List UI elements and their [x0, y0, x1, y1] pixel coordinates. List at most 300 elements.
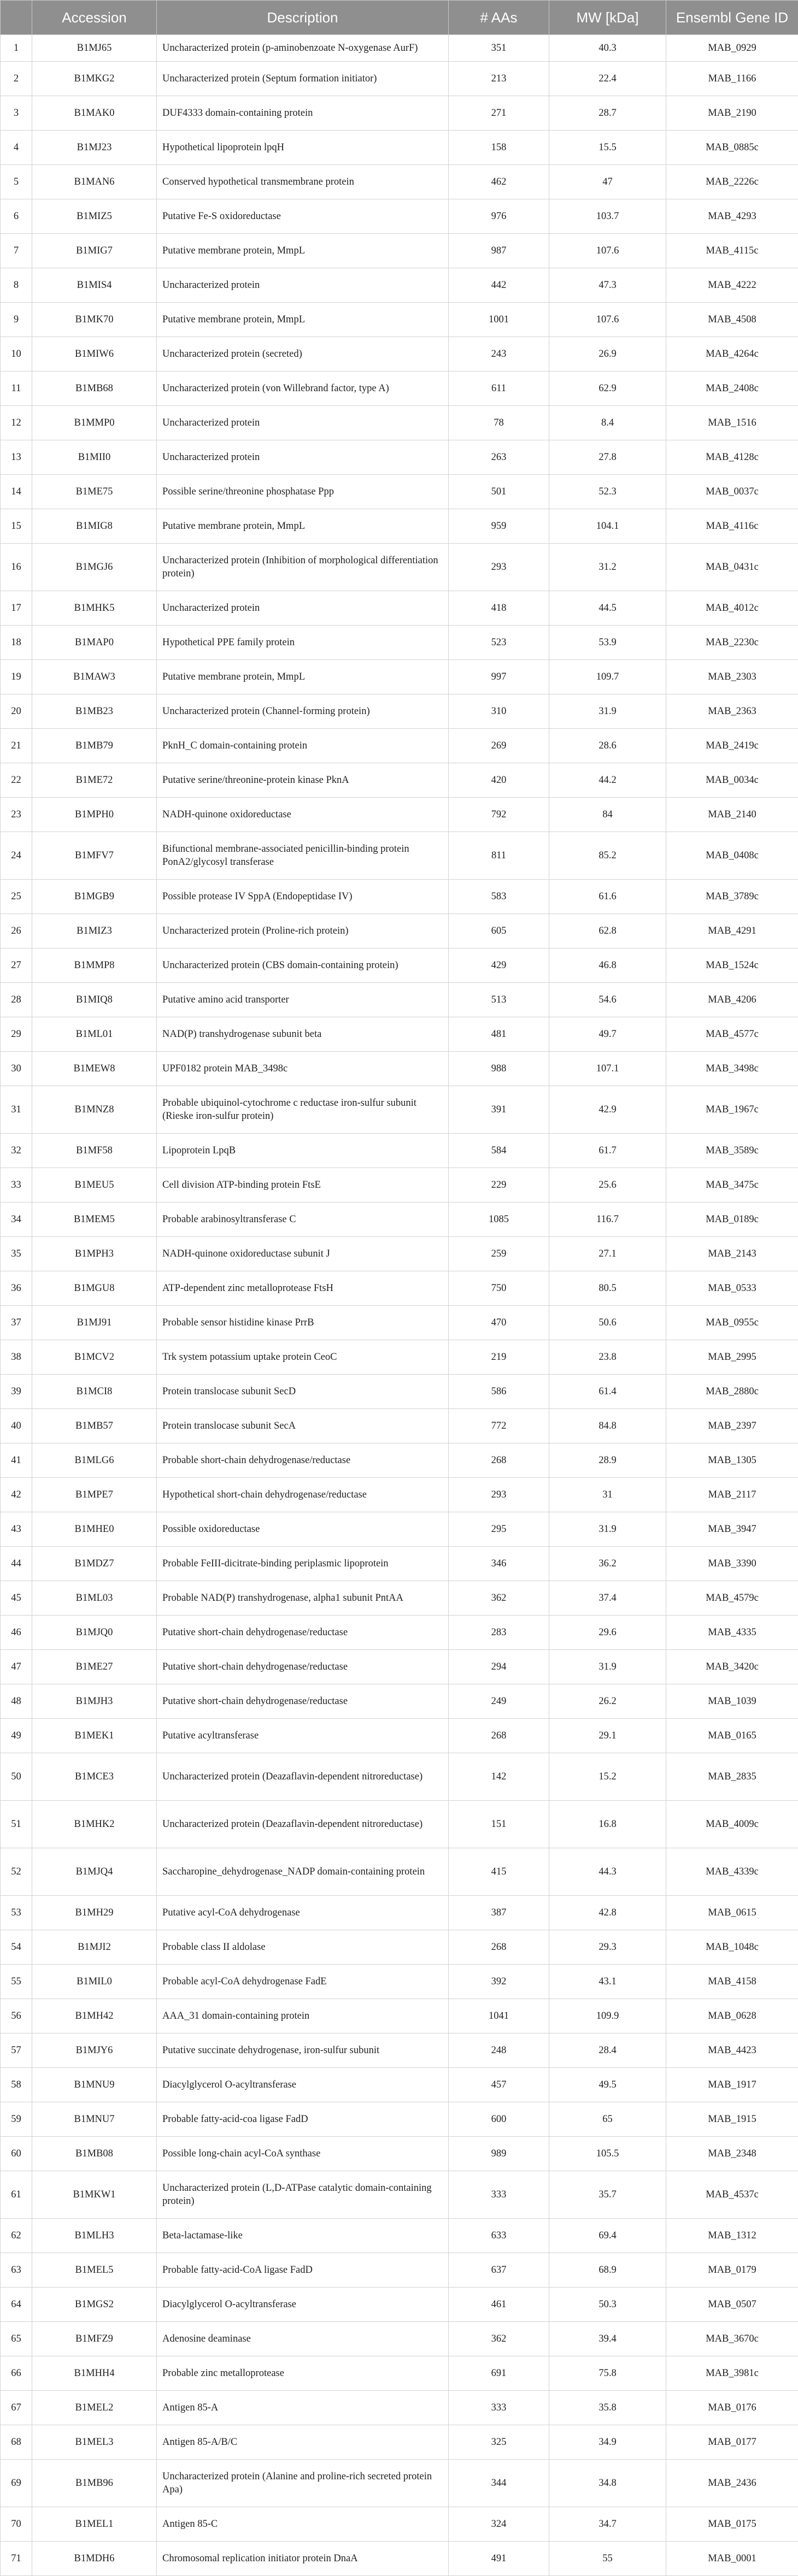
- table-row: [1, 1848, 798, 1896]
- aa-count-cell: 310: [449, 694, 549, 729]
- aa-count-cell: 988: [449, 1052, 549, 1086]
- table-row: [1, 1017, 798, 1052]
- ensembl-gene-cell: MAB_1524c: [666, 948, 798, 983]
- description-cell: Probable zinc metalloprotease: [157, 2356, 449, 2391]
- description-cell: Lipoprotein LpqB: [157, 1134, 449, 1168]
- aa-count-cell: 442: [449, 268, 549, 303]
- aa-count-cell: 219: [449, 1340, 549, 1375]
- description-cell: PknH_C domain-containing protein: [157, 729, 449, 763]
- row-index: 68: [1, 2425, 32, 2460]
- accession-cell: B1MCV2: [32, 1340, 157, 1375]
- ensembl-gene-cell: MAB_1917: [666, 2068, 798, 2102]
- aa-count-cell: 391: [449, 1086, 549, 1134]
- ensembl-gene-cell: MAB_2880c: [666, 1375, 798, 1409]
- ensembl-gene-cell: MAB_4293: [666, 199, 798, 234]
- accession-cell: B1MIZ5: [32, 199, 157, 234]
- row-index: 18: [1, 626, 32, 660]
- accession-cell: B1MJ65: [32, 35, 157, 62]
- description-cell: UPF0182 protein MAB_3498c: [157, 1052, 449, 1086]
- aa-count-cell: 461: [449, 2288, 549, 2322]
- accession-cell: B1ME27: [32, 1650, 157, 1684]
- mw-cell: 44.3: [549, 1848, 666, 1896]
- description-cell: Probable class II aldolase: [157, 1930, 449, 1965]
- row-index: 11: [1, 372, 32, 406]
- mw-cell: 65: [549, 2102, 666, 2137]
- ensembl-gene-cell: MAB_2140: [666, 798, 798, 832]
- accession-cell: B1MHH4: [32, 2356, 157, 2391]
- ensembl-gene-cell: MAB_0179: [666, 2253, 798, 2288]
- ensembl-gene-cell: MAB_3947: [666, 1512, 798, 1547]
- table-row: [1, 1650, 798, 1684]
- description-cell: Hypothetical PPE family protein: [157, 626, 449, 660]
- aa-count-cell: 415: [449, 1848, 549, 1896]
- table-row: [1, 406, 798, 440]
- description-cell: Possible protease IV SppA (Endopeptidase IV): [157, 880, 449, 914]
- mw-cell: 26.9: [549, 337, 666, 372]
- mw-cell: 15.2: [549, 1753, 666, 1801]
- description-cell: Uncharacterized protein: [157, 406, 449, 440]
- mw-cell: 31.9: [549, 1650, 666, 1684]
- ensembl-gene-cell: MAB_3498c: [666, 1052, 798, 1086]
- description-cell: Probable acyl-CoA dehydrogenase FadE: [157, 1965, 449, 1999]
- mw-cell: 49.7: [549, 1017, 666, 1052]
- ensembl-gene-cell: MAB_4508: [666, 303, 798, 337]
- ensembl-gene-cell: MAB_2190: [666, 96, 798, 131]
- mw-cell: 36.2: [549, 1547, 666, 1581]
- ensembl-gene-cell: MAB_0507: [666, 2288, 798, 2322]
- ensembl-gene-cell: MAB_0885c: [666, 131, 798, 165]
- aa-count-cell: 268: [449, 1443, 549, 1478]
- table-row: [1, 96, 798, 131]
- accession-cell: B1MJQ0: [32, 1616, 157, 1650]
- ensembl-gene-cell: MAB_4158: [666, 1965, 798, 1999]
- mw-cell: 31: [549, 1478, 666, 1512]
- mw-cell: 50.6: [549, 1306, 666, 1340]
- table-row: [1, 2460, 798, 2507]
- accession-cell: B1MMP8: [32, 948, 157, 983]
- row-index: 60: [1, 2137, 32, 2171]
- aa-count-cell: 501: [449, 475, 549, 509]
- ensembl-gene-cell: MAB_3420c: [666, 1650, 798, 1684]
- table-row: [1, 131, 798, 165]
- ensembl-gene-cell: MAB_1312: [666, 2219, 798, 2253]
- mw-cell: 39.4: [549, 2322, 666, 2356]
- table-row: [1, 1086, 798, 1134]
- table-row: [1, 2219, 798, 2253]
- aa-count-cell: 792: [449, 798, 549, 832]
- row-index: 13: [1, 440, 32, 475]
- row-index: 42: [1, 1478, 32, 1512]
- description-cell: Bifunctional membrane-associated penicillin-binding protein PonA2/glycosyl transferase: [157, 832, 449, 880]
- description-cell: Probable ubiquinol-cytochrome c reductase iron-sulfur subunit (Rieske iron-sulfur protein): [157, 1086, 449, 1134]
- aa-count-cell: 513: [449, 983, 549, 1017]
- description-cell: Uncharacterized protein (Deazaflavin-dependent nitroreductase): [157, 1753, 449, 1801]
- table-row: [1, 62, 798, 96]
- row-index: 35: [1, 1237, 32, 1271]
- accession-cell: B1MAW3: [32, 660, 157, 694]
- mw-cell: 43.1: [549, 1965, 666, 1999]
- aa-count-cell: 637: [449, 2253, 549, 2288]
- row-index: 16: [1, 544, 32, 591]
- col-header-mw: MW [kDa]: [549, 1, 666, 35]
- description-cell: Putative short-chain dehydrogenase/reductase: [157, 1616, 449, 1650]
- aa-count-cell: 158: [449, 131, 549, 165]
- row-index: 52: [1, 1848, 32, 1896]
- ensembl-gene-cell: MAB_2230c: [666, 626, 798, 660]
- row-index: 8: [1, 268, 32, 303]
- mw-cell: 103.7: [549, 199, 666, 234]
- description-cell: Conserved hypothetical transmembrane protein: [157, 165, 449, 199]
- aa-count-cell: 811: [449, 832, 549, 880]
- aa-count-cell: 586: [449, 1375, 549, 1409]
- row-index: 21: [1, 729, 32, 763]
- aa-count-cell: 142: [449, 1753, 549, 1801]
- accession-cell: B1MB57: [32, 1409, 157, 1443]
- table-row: [1, 2033, 798, 2068]
- aa-count-cell: 294: [449, 1650, 549, 1684]
- aa-count-cell: 429: [449, 948, 549, 983]
- mw-cell: 61.7: [549, 1134, 666, 1168]
- mw-cell: 62.8: [549, 914, 666, 948]
- table-row: [1, 763, 798, 798]
- ensembl-gene-cell: MAB_1915: [666, 2102, 798, 2137]
- description-cell: DUF4333 domain-containing protein: [157, 96, 449, 131]
- accession-cell: B1MJH3: [32, 1684, 157, 1719]
- row-index: 6: [1, 199, 32, 234]
- aa-count-cell: 293: [449, 1478, 549, 1512]
- mw-cell: 104.1: [549, 509, 666, 544]
- description-cell: Trk system potassium uptake protein CeoC: [157, 1340, 449, 1375]
- row-index: 12: [1, 406, 32, 440]
- table-row: [1, 2356, 798, 2391]
- ensembl-gene-cell: MAB_0176: [666, 2391, 798, 2425]
- description-cell: Diacylglycerol O-acyltransferase: [157, 2068, 449, 2102]
- description-cell: Uncharacterized protein (CBS domain-containing protein): [157, 948, 449, 983]
- accession-cell: B1MII0: [32, 440, 157, 475]
- table-row: [1, 199, 798, 234]
- description-cell: Probable NAD(P) transhydrogenase, alpha1 subunit PntAA: [157, 1581, 449, 1616]
- description-cell: Chromosomal replication initiator protein DnaA: [157, 2542, 449, 2576]
- description-cell: Putative succinate dehydrogenase, iron-sulfur subunit: [157, 2033, 449, 2068]
- ensembl-gene-cell: MAB_2408c: [666, 372, 798, 406]
- aa-count-cell: 523: [449, 626, 549, 660]
- table-row: [1, 303, 798, 337]
- ensembl-gene-cell: MAB_0929: [666, 35, 798, 62]
- table-row: [1, 1684, 798, 1719]
- row-index: 70: [1, 2507, 32, 2542]
- table-row: [1, 2288, 798, 2322]
- table-row: [1, 983, 798, 1017]
- description-cell: Putative membrane protein, MmpL: [157, 303, 449, 337]
- table-row: [1, 591, 798, 626]
- description-cell: Hypothetical lipoprotein lpqH: [157, 131, 449, 165]
- mw-cell: 29.3: [549, 1930, 666, 1965]
- ensembl-gene-cell: MAB_3475c: [666, 1168, 798, 1202]
- description-cell: Uncharacterized protein (von Willebrand factor, type A): [157, 372, 449, 406]
- mw-cell: 28.9: [549, 1443, 666, 1478]
- table-row: [1, 1375, 798, 1409]
- mw-cell: 28.7: [549, 96, 666, 131]
- aa-count-cell: 271: [449, 96, 549, 131]
- mw-cell: 35.7: [549, 2171, 666, 2219]
- row-index: 64: [1, 2288, 32, 2322]
- row-index: 15: [1, 509, 32, 544]
- accession-cell: B1MDZ7: [32, 1547, 157, 1581]
- table-row: [1, 2542, 798, 2576]
- description-cell: Probable arabinosyltransferase C: [157, 1202, 449, 1237]
- table-row: [1, 1719, 798, 1753]
- accession-cell: B1MEL1: [32, 2507, 157, 2542]
- row-index: 44: [1, 1547, 32, 1581]
- aa-count-cell: 229: [449, 1168, 549, 1202]
- row-index: 69: [1, 2460, 32, 2507]
- mw-cell: 22.4: [549, 62, 666, 96]
- row-index: 1: [1, 35, 32, 62]
- ensembl-gene-cell: MAB_4128c: [666, 440, 798, 475]
- description-cell: Uncharacterized protein (Septum formation initiator): [157, 62, 449, 96]
- table-row: [1, 1512, 798, 1547]
- row-index: 24: [1, 832, 32, 880]
- row-index: 19: [1, 660, 32, 694]
- accession-cell: B1MDH6: [32, 2542, 157, 2576]
- accession-cell: B1MJY6: [32, 2033, 157, 2068]
- mw-cell: 105.5: [549, 2137, 666, 2171]
- ensembl-gene-cell: MAB_1516: [666, 406, 798, 440]
- description-cell: Putative serine/threonine-protein kinase PknA: [157, 763, 449, 798]
- table-row: [1, 948, 798, 983]
- accession-cell: B1ME75: [32, 475, 157, 509]
- mw-cell: 107.6: [549, 303, 666, 337]
- table-row: [1, 35, 798, 62]
- ensembl-gene-cell: MAB_2303: [666, 660, 798, 694]
- accession-cell: B1MNU9: [32, 2068, 157, 2102]
- description-cell: Uncharacterized protein: [157, 268, 449, 303]
- table-row: [1, 1134, 798, 1168]
- accession-cell: B1MLG6: [32, 1443, 157, 1478]
- ensembl-gene-cell: MAB_0955c: [666, 1306, 798, 1340]
- ensembl-gene-cell: MAB_2226c: [666, 165, 798, 199]
- ensembl-gene-cell: MAB_4579c: [666, 1581, 798, 1616]
- row-index: 67: [1, 2391, 32, 2425]
- mw-cell: 68.9: [549, 2253, 666, 2288]
- row-index: 62: [1, 2219, 32, 2253]
- ensembl-gene-cell: MAB_3789c: [666, 880, 798, 914]
- mw-cell: 55: [549, 2542, 666, 2576]
- aa-count-cell: 611: [449, 372, 549, 406]
- description-cell: Possible long-chain acyl-CoA synthase: [157, 2137, 449, 2171]
- ensembl-gene-cell: MAB_1048c: [666, 1930, 798, 1965]
- mw-cell: 62.9: [549, 372, 666, 406]
- row-index: 31: [1, 1086, 32, 1134]
- mw-cell: 61.4: [549, 1375, 666, 1409]
- accession-cell: B1MH42: [32, 1999, 157, 2033]
- table-row: [1, 1753, 798, 1801]
- row-index: 56: [1, 1999, 32, 2033]
- mw-cell: 42.8: [549, 1896, 666, 1930]
- row-index: 17: [1, 591, 32, 626]
- accession-cell: B1MHK5: [32, 591, 157, 626]
- mw-cell: 42.9: [549, 1086, 666, 1134]
- description-cell: Probable sensor histidine kinase PrrB: [157, 1306, 449, 1340]
- row-index: 54: [1, 1930, 32, 1965]
- accession-cell: B1MLH3: [32, 2219, 157, 2253]
- aa-count-cell: 987: [449, 234, 549, 268]
- ensembl-gene-cell: MAB_2143: [666, 1237, 798, 1271]
- ensembl-gene-cell: MAB_0408c: [666, 832, 798, 880]
- accession-cell: B1MPE7: [32, 1478, 157, 1512]
- aa-count-cell: 691: [449, 2356, 549, 2391]
- mw-cell: 31.9: [549, 1512, 666, 1547]
- row-index: 37: [1, 1306, 32, 1340]
- ensembl-gene-cell: MAB_0001: [666, 2542, 798, 2576]
- mw-cell: 40.3: [549, 35, 666, 62]
- description-cell: Probable fatty-acid-coa ligase FadD: [157, 2102, 449, 2137]
- accession-cell: B1MB23: [32, 694, 157, 729]
- table-body: [1, 35, 798, 2576]
- mw-cell: 28.6: [549, 729, 666, 763]
- row-index: 4: [1, 131, 32, 165]
- accession-cell: B1MKW1: [32, 2171, 157, 2219]
- aa-count-cell: 263: [449, 440, 549, 475]
- accession-cell: B1MHE0: [32, 1512, 157, 1547]
- aa-count-cell: 293: [449, 544, 549, 591]
- ensembl-gene-cell: MAB_0533: [666, 1271, 798, 1306]
- description-cell: ATP-dependent zinc metalloprotease FtsH: [157, 1271, 449, 1306]
- row-index: 46: [1, 1616, 32, 1650]
- table-row: [1, 337, 798, 372]
- accession-cell: B1MCE3: [32, 1753, 157, 1801]
- ensembl-gene-cell: MAB_4115c: [666, 234, 798, 268]
- description-cell: Uncharacterized protein (Alanine and proline-rich secreted protein Apa): [157, 2460, 449, 2507]
- aa-count-cell: 457: [449, 2068, 549, 2102]
- table-row: [1, 694, 798, 729]
- row-index: 58: [1, 2068, 32, 2102]
- description-cell: NADH-quinone oxidoreductase subunit J: [157, 1237, 449, 1271]
- row-index: 29: [1, 1017, 32, 1052]
- accession-cell: B1MIG7: [32, 234, 157, 268]
- aa-count-cell: 997: [449, 660, 549, 694]
- ensembl-gene-cell: MAB_4339c: [666, 1848, 798, 1896]
- aa-count-cell: 344: [449, 2460, 549, 2507]
- ensembl-gene-cell: MAB_4116c: [666, 509, 798, 544]
- description-cell: Probable fatty-acid-CoA ligase FadD: [157, 2253, 449, 2288]
- table-row: [1, 1168, 798, 1202]
- table-row: [1, 1202, 798, 1237]
- ensembl-gene-cell: MAB_4012c: [666, 591, 798, 626]
- accession-cell: B1MAP0: [32, 626, 157, 660]
- accession-cell: B1MNZ8: [32, 1086, 157, 1134]
- mw-cell: 49.5: [549, 2068, 666, 2102]
- aa-count-cell: 259: [449, 1237, 549, 1271]
- mw-cell: 80.5: [549, 1271, 666, 1306]
- table-row: [1, 1478, 798, 1512]
- accession-cell: B1MJ23: [32, 131, 157, 165]
- aa-count-cell: 248: [449, 2033, 549, 2068]
- row-index: 51: [1, 1801, 32, 1848]
- description-cell: Protein translocase subunit SecD: [157, 1375, 449, 1409]
- accession-cell: B1MIW6: [32, 337, 157, 372]
- mw-cell: 27.8: [549, 440, 666, 475]
- description-cell: Putative acyl-CoA dehydrogenase: [157, 1896, 449, 1930]
- table-row: [1, 798, 798, 832]
- row-index: 41: [1, 1443, 32, 1478]
- ensembl-gene-cell: MAB_3390: [666, 1547, 798, 1581]
- row-index: 30: [1, 1052, 32, 1086]
- accession-cell: B1MGJ6: [32, 544, 157, 591]
- row-index: 10: [1, 337, 32, 372]
- mw-cell: 84: [549, 798, 666, 832]
- row-index: 43: [1, 1512, 32, 1547]
- accession-cell: B1MB08: [32, 2137, 157, 2171]
- row-index: 38: [1, 1340, 32, 1375]
- accession-cell: B1MAN6: [32, 165, 157, 199]
- description-cell: Probable short-chain dehydrogenase/reductase: [157, 1443, 449, 1478]
- mw-cell: 69.4: [549, 2219, 666, 2253]
- accession-cell: B1MHK2: [32, 1801, 157, 1848]
- ensembl-gene-cell: MAB_1967c: [666, 1086, 798, 1134]
- ensembl-gene-cell: MAB_4264c: [666, 337, 798, 372]
- ensembl-gene-cell: MAB_4577c: [666, 1017, 798, 1052]
- row-index: 14: [1, 475, 32, 509]
- table-row: [1, 1547, 798, 1581]
- aa-count-cell: 78: [449, 406, 549, 440]
- accession-cell: B1MEU5: [32, 1168, 157, 1202]
- table-row: [1, 509, 798, 544]
- ensembl-gene-cell: MAB_4009c: [666, 1801, 798, 1848]
- description-cell: Putative amino acid transporter: [157, 983, 449, 1017]
- description-cell: Adenosine deaminase: [157, 2322, 449, 2356]
- ensembl-gene-cell: MAB_2995: [666, 1340, 798, 1375]
- table-row: [1, 880, 798, 914]
- accession-cell: B1MJI2: [32, 1930, 157, 1965]
- header-row: [1, 1, 798, 35]
- mw-cell: 27.1: [549, 1237, 666, 1271]
- aa-count-cell: 324: [449, 2507, 549, 2542]
- description-cell: Protein translocase subunit SecA: [157, 1409, 449, 1443]
- ensembl-gene-cell: MAB_1039: [666, 1684, 798, 1719]
- table-row: [1, 234, 798, 268]
- aa-count-cell: 583: [449, 880, 549, 914]
- row-index: 32: [1, 1134, 32, 1168]
- ensembl-gene-cell: MAB_0165: [666, 1719, 798, 1753]
- row-index: 23: [1, 798, 32, 832]
- description-cell: Putative Fe-S oxidoreductase: [157, 199, 449, 234]
- aa-count-cell: 584: [449, 1134, 549, 1168]
- table-row: [1, 2253, 798, 2288]
- ensembl-gene-cell: MAB_0037c: [666, 475, 798, 509]
- accession-cell: B1MFV7: [32, 832, 157, 880]
- row-index: 40: [1, 1409, 32, 1443]
- accession-cell: B1MMP0: [32, 406, 157, 440]
- table-row: [1, 1965, 798, 1999]
- aa-count-cell: 362: [449, 2322, 549, 2356]
- description-cell: Putative acyltransferase: [157, 1719, 449, 1753]
- row-index: 27: [1, 948, 32, 983]
- col-header-aas: # AAs: [449, 1, 549, 35]
- aa-count-cell: 283: [449, 1616, 549, 1650]
- ensembl-gene-cell: MAB_1305: [666, 1443, 798, 1478]
- table-row: [1, 832, 798, 880]
- mw-cell: 116.7: [549, 1202, 666, 1237]
- mw-cell: 31.9: [549, 694, 666, 729]
- accession-cell: B1MEL2: [32, 2391, 157, 2425]
- table-row: [1, 2137, 798, 2171]
- row-index: 36: [1, 1271, 32, 1306]
- description-cell: AAA_31 domain-containing protein: [157, 1999, 449, 2033]
- description-cell: Uncharacterized protein (p-aminobenzoate N-oxygenase AurF): [157, 35, 449, 62]
- accession-cell: B1MB96: [32, 2460, 157, 2507]
- accession-cell: B1MNU7: [32, 2102, 157, 2137]
